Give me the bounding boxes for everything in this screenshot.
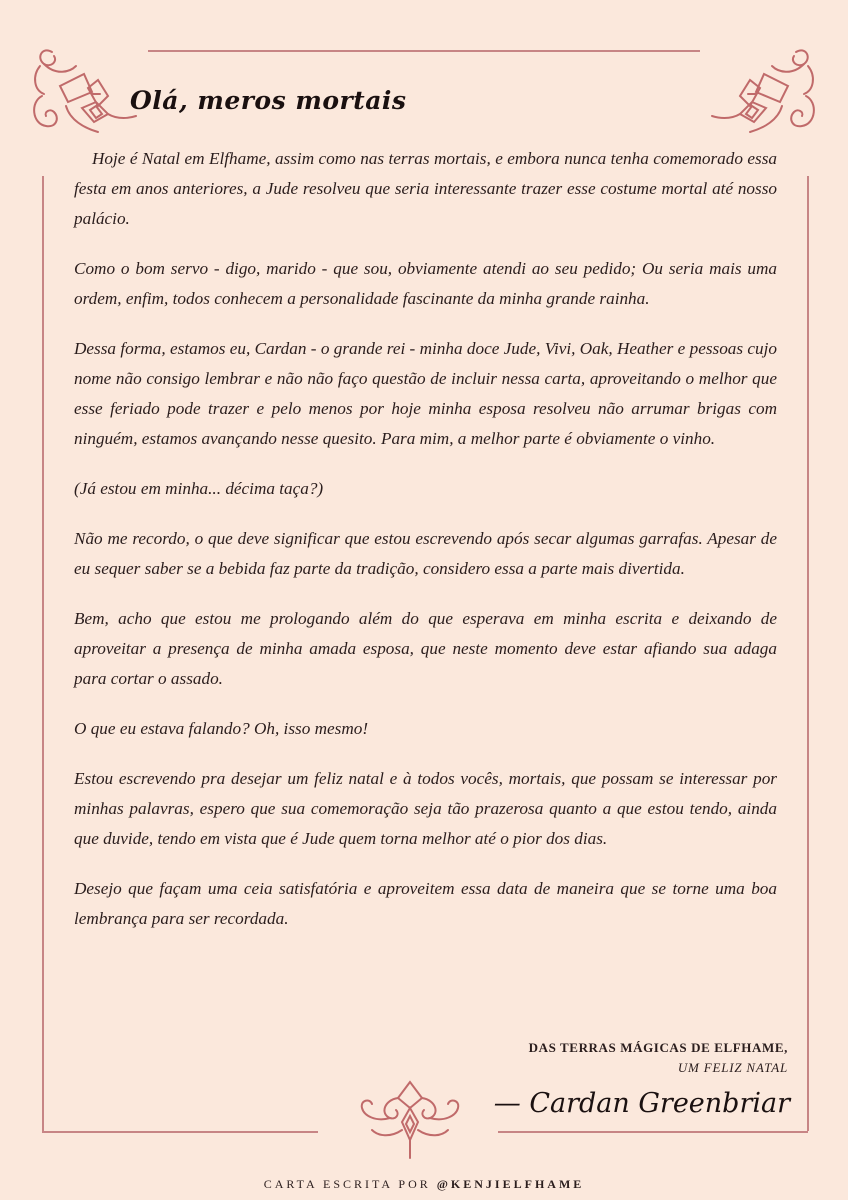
bottom-center-ornament-icon <box>354 1078 466 1164</box>
letter-paragraph: Estou escrevendo pra desejar um feliz natal e à todos vocês, mortais, que possam se interessar por minhas palavras, espero que sua comemoração seja tão prazerosa quanto a que estou tendo, ainda que duvide, tendo em vista que é Jude quem torna melhor até o pior dos dias. <box>74 769 777 848</box>
right-border-line <box>807 176 809 1131</box>
closing-line-2: UM FELIZ NATAL <box>677 1060 788 1075</box>
letter-paragraph: Como o bom servo - digo, marido - que sou, obviamente atendi ao seu pedido; Ou seria mais uma ordem, enfim, todos conhecem a personalidade fascinante da minha grande rainha. <box>74 259 777 308</box>
letter-paragraph: Hoje é Natal em Elfhame, assim como nas terras mortais, e embora nunca tenha comemorado essa festa em anos anteriores, a Jude resolveu que seria interessante trazer esse costume mortal até nosso palácio. <box>74 149 777 228</box>
letter-paragraph: Desejo que façam uma ceia satisfatória e aproveitem essa data de maneira que se torne uma boa lembrança para ser recordada. <box>74 879 777 928</box>
signature: — Cardan Greenbriar <box>493 1088 790 1119</box>
closing-line-1: DAS TERRAS MÁGICAS DE ELFHAME, <box>528 1040 788 1055</box>
letter-paragraph: Não me recordo, o que deve significar que estou escrevendo após secar algumas garrafas. Apesar de eu sequer saber se a bebida faz parte da tradição, considero essa a parte mais divertida. <box>74 529 777 578</box>
corner-ornament-top-left-icon <box>22 36 142 140</box>
letter-body <box>74 144 777 954</box>
footer-prefix: CARTA ESCRITA POR <box>263 1177 431 1191</box>
footer-credit <box>0 1177 848 1192</box>
bottom-right-divider-line <box>498 1131 808 1133</box>
bottom-left-divider-line <box>42 1131 318 1133</box>
letter-greeting: Olá, meros mortais <box>130 86 407 115</box>
letter-paragraph: (Já estou em minha... décima taça?) <box>74 479 324 498</box>
letter-paragraph: Dessa forma, estamos eu, Cardan - o grande rei - minha doce Jude, Vivi, Oak, Heather e pessoas cujo nome não consigo lembrar e não não faço questão de incluir nessa carta, aproveitando o melhor que esse feriado pode trazer e pelo menos por hoje minha esposa resolveu não arrumar brigas com ninguém, estamos avançando nesse quesito. Para mim, a melhor parte é obviamente o vinho. <box>74 339 777 448</box>
top-divider-line <box>148 50 700 52</box>
letter-paragraph: Bem, acho que estou me prologando além do que esperava em minha escrita e deixando de aproveitar a presença de minha amada esposa, que neste momento deve estar afiando sua adaga para cortar o assado. <box>74 609 777 688</box>
letter-paragraph: O que eu estava falando? Oh, isso mesmo! <box>74 719 369 738</box>
footer-handle: @KENJIELFHAME <box>436 1177 585 1191</box>
corner-ornament-top-right-icon <box>706 36 826 140</box>
left-border-line <box>42 176 44 1131</box>
